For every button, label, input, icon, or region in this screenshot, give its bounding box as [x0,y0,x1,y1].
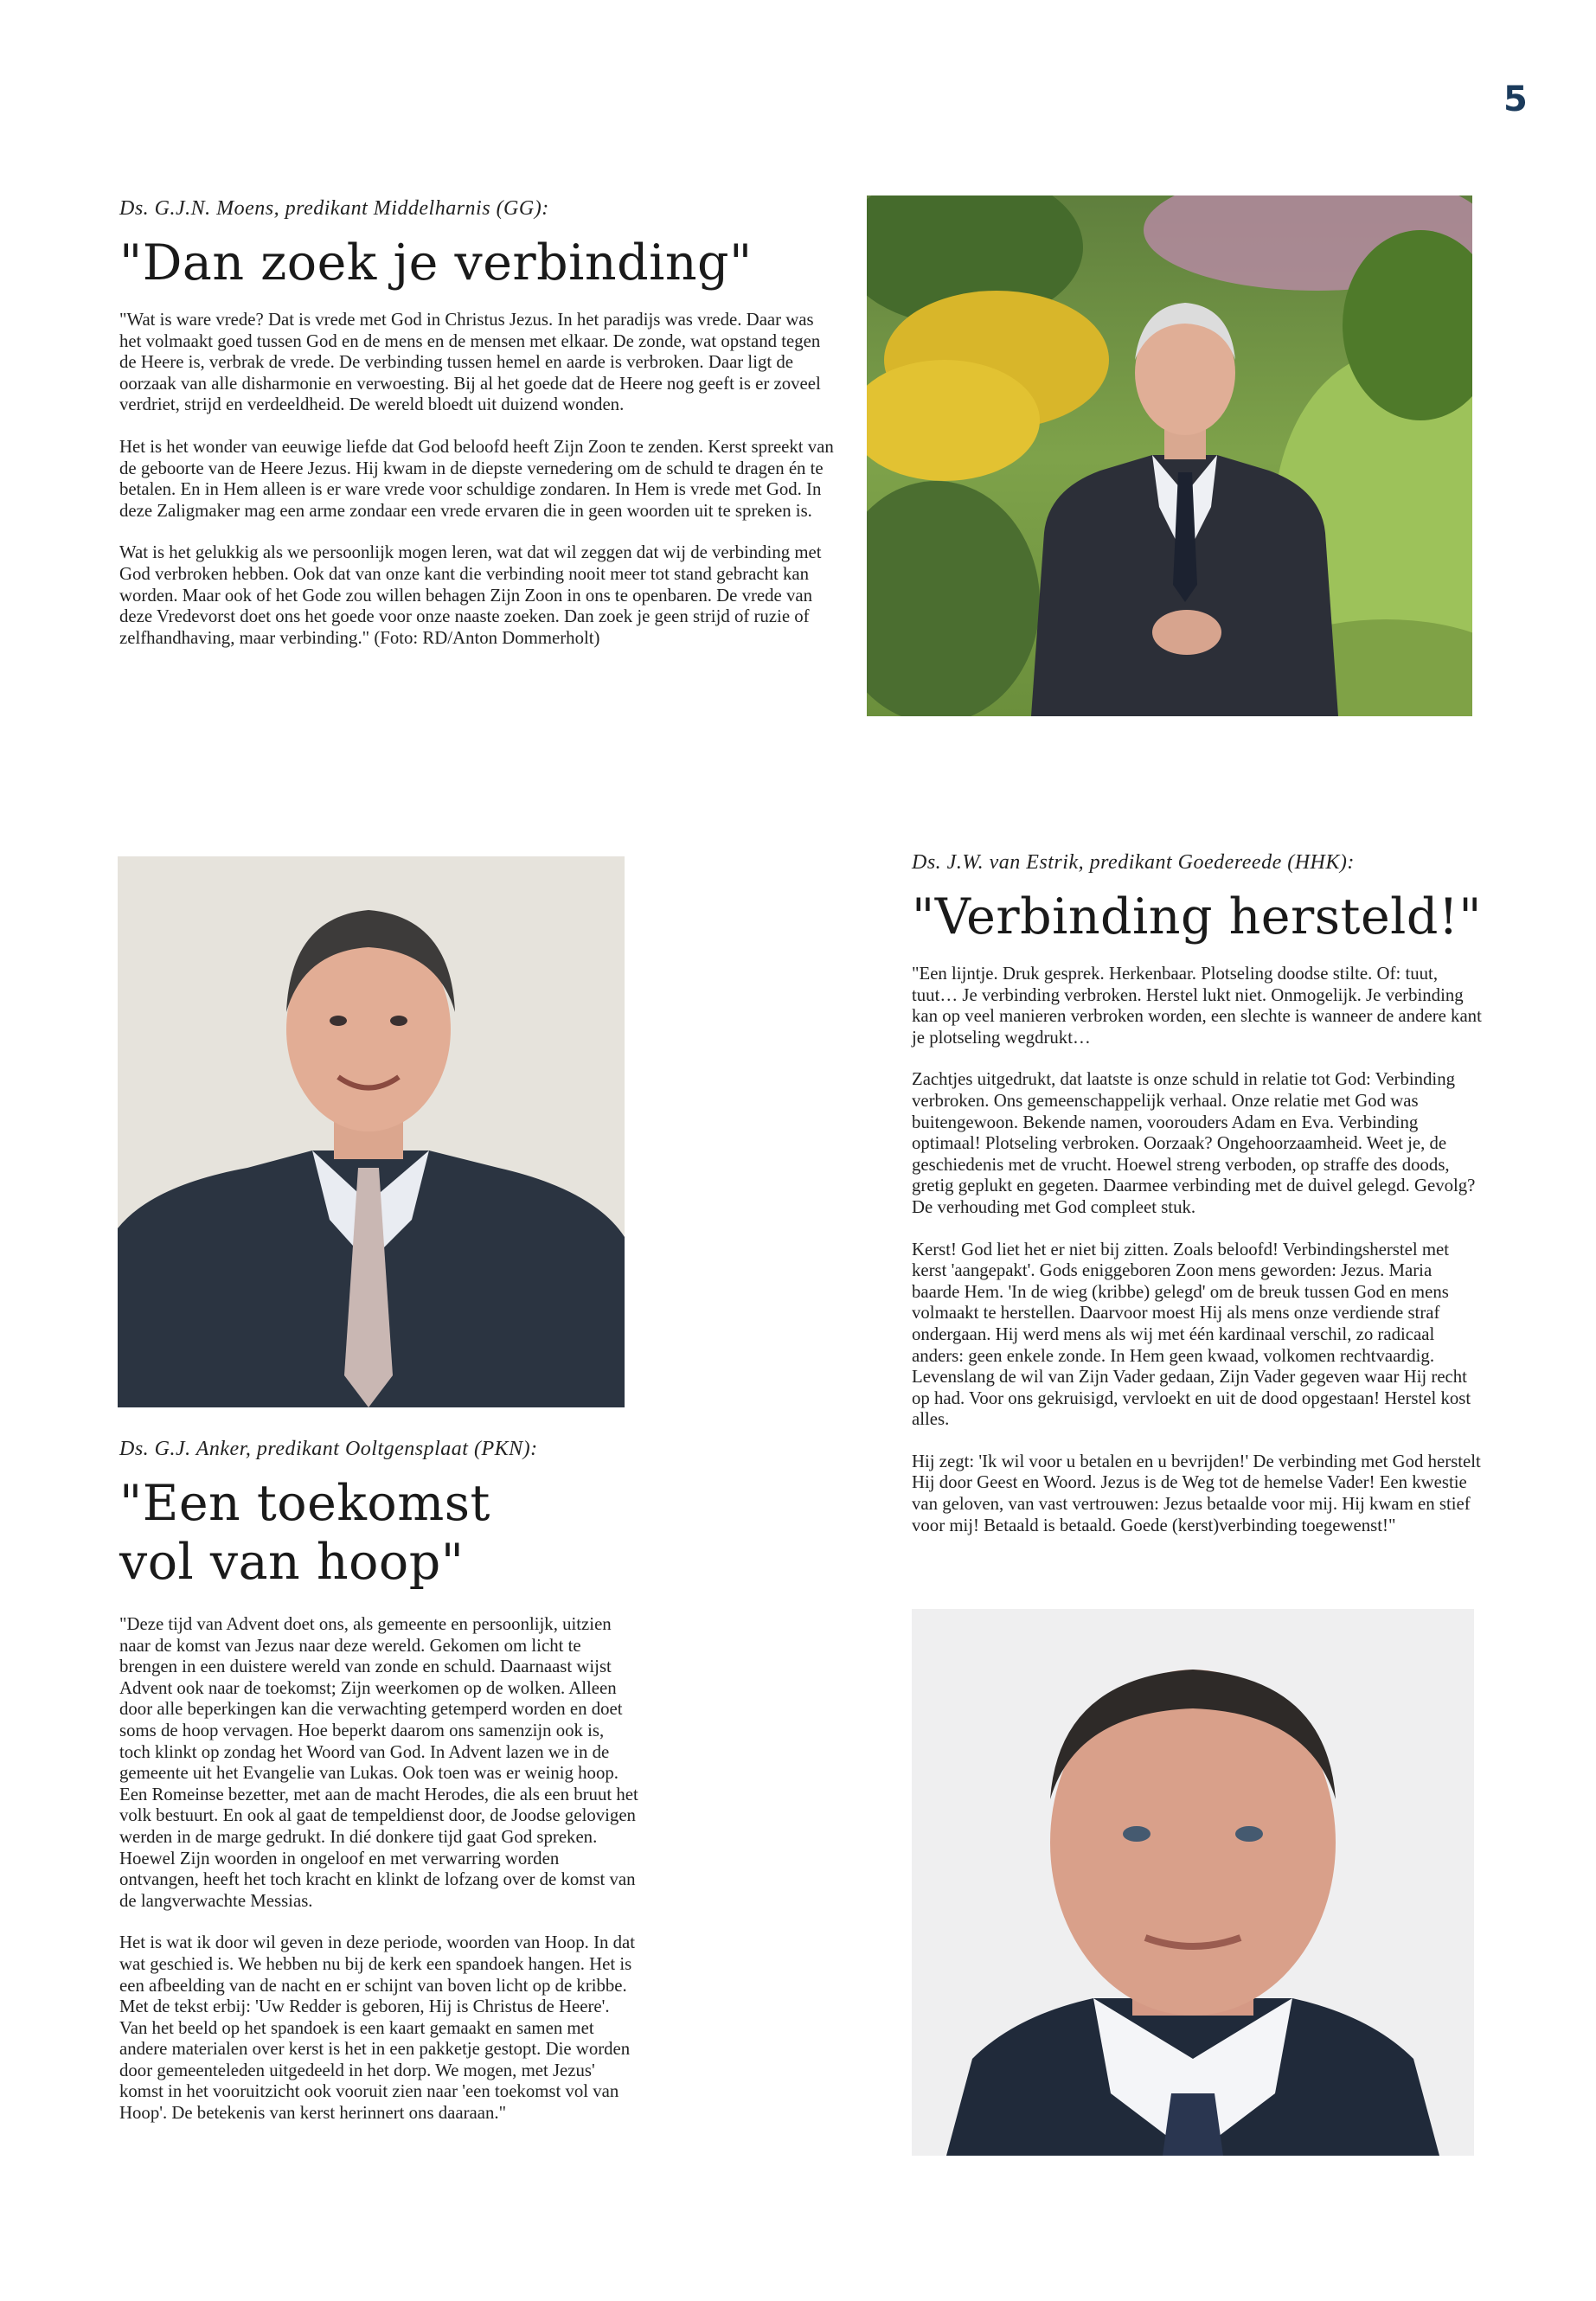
headline-van-estrik: "Verbinding hersteld!" [912,888,1483,945]
byline-moens: Ds. G.J.N. Moens, predikant Middelharnis (GG): [119,197,549,220]
paragraph: "Deze tijd van Advent doet ons, als gemeente en persoonlijk, uitzien naar de komst van Jezus naar deze wereld. Gekomen om licht te brengen in een duistere wereld van zonde en schuld. Daarnaast wijst Advent ook naar de toekomst; Zijn weerkomen op de wolken. Alleen door alle beperkingen kan die verwachting getemperd worden en doet soms de hoop vervagen. Hoe beperkt daarom ons samenzijn ook is, toch klinkt op zondag het Woord van God. In Advent lazen we in de gemeente uit het Evangelie van Lukas. Ook toen was er weinig hoop. Een Romeinse bezetter, met aan de macht Herodes, die als een bruut het volk bestuurt. En ook al gaat de tempeldienst door, de Joodse gelovigen werden in de marge gedrukt. In dié donkere tijd gaat God spreken. Hoewel Zijn woorden in ongeloof en met verwarring worden ontvangen, heeft het toch kracht en klinkt de lofzang over de komst van de langverwachte Messias. [119,1614,638,1911]
headline-anker-line-2: vol van hoop" [119,1534,465,1591]
paragraph: Hij zegt: 'Ik wil voor u betalen en u bevrijden!' De verbinding met God herstelt Hij door Geest en Woord. Jezus is de Weg tot de hemelse Vader! Een kwestie van geloven, van vast vertrouwen: Jezus betaalde voor mij. Hij kwam en stief voor mij! Betaald is betaald. Goede (kerst)verbinding toegewenst!" [912,1451,1481,1535]
paragraph: Zachtjes uitgedrukt, dat laatste is onze schuld in relatie tot God: Verbinding verbroken. Ons gemeenschappelijk verhaal. Onze relatie met God was buitengewoon. Bekende namen, voorouders Adam en Eva. Verbinding optimaal! Plotseling verbroken. Oorzaak? Ongehoorzaamheid. Weet je, de geschiedenis met de vrucht. Hoewel streng verboden, op straffe des doods, gretig geplukt en gegeten. Daarmee verbinding met de duivel gelegd. Gevolg? De verhouding met God compleet stuk. [912,1069,1476,1217]
headline-anker-line-1: "Een toekomst [119,1475,490,1532]
photo-moens [867,195,1472,716]
paragraph: "Een lijntje. Druk gesprek. Herkenbaar. Plotseling doodse stilte. Of: tuut, tuut… Je verbinding verbroken. Herstel lukt niet. Onmogelijk. Je verbinding kan op veel manieren verbroken worden, een slechte is wanneer de andere kant je plotseling wegdrukt… [912,964,1482,1048]
photo-van-estrik [912,1609,1474,2156]
byline-van-estrik: Ds. J.W. van Estrik, predikant Goedereede (HHK): [912,851,1355,874]
article-van-estrik [912,849,1483,1557]
paragraph: "Wat is ware vrede? Dat is vrede met God in Christus Jezus. In het paradijs was vrede. Daar was het volmaakt goed tussen God en de mens en de mensen met elkaar. De zonde, wat opstand tegen de Heere is, verbrak de vrede. De verbinding tussen hemel en aarde is verbroken. Daar ligt de oorzaak van alle disharmonie en verwoesting. Bij al het goede dat de Heere nog geeft is er zoveel verdriet, strijd en verdeeldheid. De wereld bloedt uit duizend wonden. [119,310,821,415]
paragraph: Wat is het gelukkig als we persoonlijk mogen leren, wat dat wil zeggen dat wij de verbinding met God verbroken hebben. Ook dat van onze kant die verbinding nooit meer tot stand gebracht kan worden. Maar ook of het Gode zou willen behagen Zijn Zoon in ons te openbaren. De vrede van deze Vredevorst doet ons het goede voor onze naaste zoeken. Dan zoek je geen strijd of ruzie of zelfhandhaving, maar verbinding." (Foto: RD/Anton Dommerholt) [119,542,822,648]
paragraph: Het is wat ik door wil geven in deze periode, woorden van Hoop. In dat wat geschied is. We hebben nu bij de kerk een spandoek hangen. Het is een afbeelding van de nacht en er schijnt van boven licht op de kribbe. Met de tekst erbij: 'Uw Redder is geboren, Hij is Christus de Heere'. Van het beeld op het spandoek is een kaart gemaakt en samen met andere materialen over kerst is het in een pakketje gestopt. Die worden door gemeenteleden uitgedeeld in het dorp. We mogen, met Jezus' komst in het vooruitzicht ook vooruit zien naar 'een toekomst vol van Hoop'. De betekenis van kerst herinnert ons daaraan." [119,1932,636,2124]
photo-anker [118,856,625,1407]
paragraph: Kerst! God liet het er niet bij zitten. Zoals beloofd! Verbindingsherstel met kerst 'aangepakt'. Gods eniggeboren Zoon mens geworden: Jezus. Maria baarde Hem. 'In de wieg (kribbe) gelegd' om de breuk tussen God en mens volmaakt te herstellen. Daarvoor moest Hij als mens onze verdiende straf ondergaan. Hij werd mens als wij met één kardinaal verschil, zo radicaal anders: geen enkele zonde. In Hem geen kwaad, volkomen rechtvaardig. Levenslang de wil van Zijn Vader gedaan, Zijn Vader gegeven waar Hij recht op had. Voor ons gekruisigd, vervloekt en uit de dood opgestaan! Herstel kost alles. [912,1239,1471,1430]
byline-anker: Ds. G.J. Anker, predikant Ooltgensplaat (PKN): [119,1438,538,1460]
article-moens [119,195,837,670]
article-anker [119,1436,638,2145]
page-number: 5 [1503,80,1528,119]
paragraph: Het is het wonder van eeuwige liefde dat God beloofd heeft Zijn Zoon te zenden. Kerst spreekt van de geboorte van de Heere Jezus. Hij kwam in de diepste vernedering om de schuld te dragen én te betalen. En in Hem alleen is er ware vrede voor schuldige zondaren. In Hem is vrede met God. In deze Zaligmaker mag een arme zondaar een vrede ervaren die in geen woorden uit te spreken is. [119,436,834,521]
headline-moens: "Dan zoek je verbinding" [119,234,753,292]
headline-anker [119,1474,638,1592]
